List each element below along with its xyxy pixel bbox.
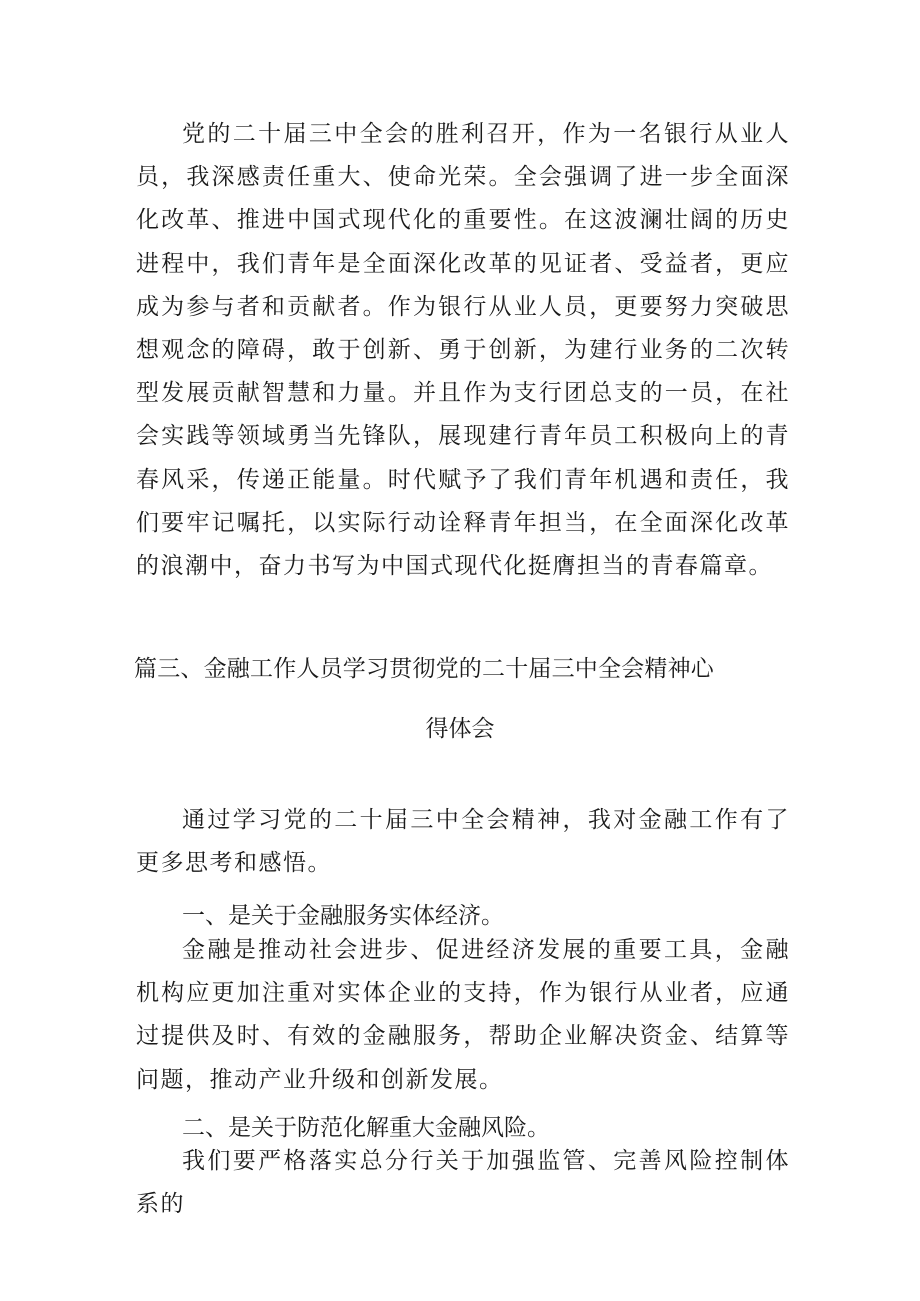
section-heading-continuation: 得体会 <box>425 716 495 742</box>
sub-heading: 二、是关于防范化解重大金融风险。 <box>182 1115 550 1141</box>
body-paragraph: 金融是推动社会进步、促进经济发展的重要工具，金融机构应更加注重对实体企业的支持，作为银行从业者，应通过提供及时、有效的金融服务，帮助企业解决资金、结算等问题，推动产业升级和创新发展。 <box>136 937 790 1093</box>
sub-heading: 一、是关于金融服务实体经济。 <box>182 903 504 929</box>
section-heading: 篇三、金融工作人员学习贯彻党的二十届三中全会精神心 <box>134 656 714 682</box>
body-paragraph: 我们要严格落实总分行关于加强监管、完善风险控制体系的 <box>136 1148 790 1218</box>
body-paragraph: 通过学习党的二十届三中全会精神，我对金融工作有了更多思考和感悟。 <box>136 807 790 877</box>
body-paragraph: 党的二十届三中全会的胜利召开，作为一名银行从业人员，我深感责任重大、使命光荣。全会强调了进一步全面深化改革、推进中国式现代化的重要性。在这波澜壮阔的历史进程中，我们青年是全面深化改革的见证者、受益者，更应成为参与者和贡献者。作为银行从业人员，更要努力突破思想观念的障碍，敢于创新、勇于创新，为建行业务的二次转型发展贡献智慧和力量。并且作为支行团总支的一员，在社会实践等领域勇当先锋队，展现建行青年员工积极向上的青春风采，传递正能量。时代赋予了我们青年机遇和责任，我们要牢记嘱托，以实际行动诠释青年担当，在全面深化改革的浪潮中，奋力书写为中国式现代化挺膺担当的青春篇章。 <box>136 121 790 580</box>
